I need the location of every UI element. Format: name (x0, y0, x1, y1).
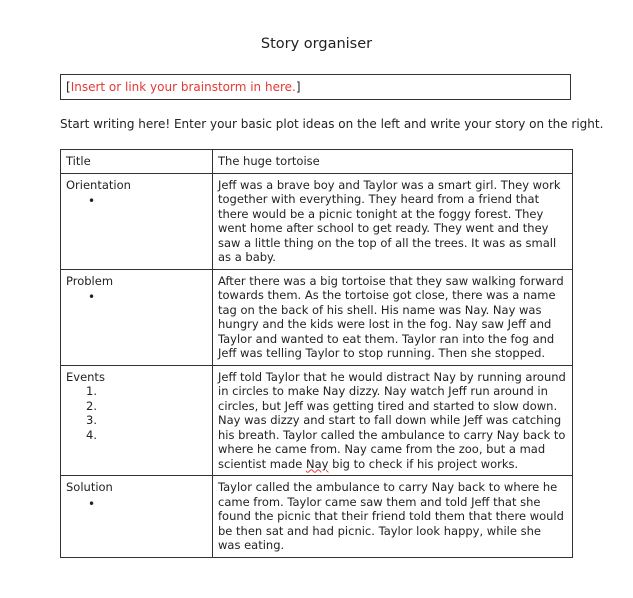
numbered-item[interactable]: 2. (86, 398, 97, 413)
brainstorm-box[interactable] (60, 74, 571, 100)
story-organiser-table (60, 149, 573, 558)
table-row-solution (61, 476, 573, 558)
numbered-item[interactable]: 3. (86, 413, 97, 427)
bullet-item[interactable] (88, 194, 207, 209)
title-label-cell[interactable]: Title (61, 150, 213, 174)
events-story-text-end: big to check if his project works. (328, 456, 519, 471)
solution-label-cell[interactable] (61, 476, 213, 558)
solution-bullet-list (66, 497, 207, 512)
orientation-story-cell[interactable]: Jeff was a brave boy and Taylor was a smart girl. They work together with everything. They heard from a friend that there would be a picnic tonight at the foggy forest. They went home after school to get ready. They went and they saw a little thing on the top of all the trees. It was as small as a baby. (213, 173, 573, 269)
orientation-label: Orientation (66, 177, 131, 192)
brainstorm-link[interactable]: Insert or link your brainstorm in here. (70, 80, 296, 94)
document-title: Story organiser (260, 36, 373, 52)
title-story-cell[interactable]: The huge tortoise (213, 150, 573, 174)
numbered-item[interactable]: 1. (86, 384, 97, 398)
problem-label-cell[interactable] (61, 269, 213, 365)
problem-story-cell[interactable]: After there was a big tortoise that they saw walking forward towards them. As the tortoise got close, there was a name tag on the back of his shell. His name was Nay. Nay was hungry and the kids were lost in the fog. Nay saw Jeff and Taylor and wanted to eat them. Taylor ran into the fog and Jeff was telling Taylor to stop running. Then she stopped. (213, 269, 573, 365)
brainstorm-close-bracket: ] (295, 80, 301, 94)
events-story-cell[interactable] (213, 365, 573, 476)
orientation-label-cell[interactable] (61, 173, 213, 269)
bullet-item[interactable] (88, 497, 207, 512)
brainstorm-open-bracket: [ (66, 80, 71, 94)
solution-story-cell[interactable]: Taylor called the ambulance to carry Nay back to where he came from. Taylor came saw them and told Jeff that she found the picnic that their friend told them that there would be then sat and had picnic. Taylor look happy, while she was eating. (213, 476, 573, 558)
events-label-cell[interactable] (61, 365, 213, 476)
table-row-problem (61, 269, 573, 365)
solution-label: Solution (66, 480, 113, 494)
events-numbered-list (66, 384, 207, 442)
events-story-text: Jeff told Taylor that he would distract Nay by running around in circles to make Nay dizzy. Nay watch Jeff run around in circles, but Jeff was getting tired and started to slow down. Nay was dizzy and start to fall down while Jeff was catching his breath. Taylor called the ambulance to carry Nay back to where he came from. Nay came from the zoo, but a mad scientist made (218, 369, 566, 471)
problem-label: Problem (66, 273, 114, 288)
events-label: Events (66, 369, 105, 384)
numbered-item[interactable]: 4. (86, 427, 97, 442)
instructions-text: Start writing here! Enter your basic plot ideas on the left and write your story on the right. (60, 117, 604, 131)
problem-bullet-list (66, 290, 207, 305)
table-row-title (61, 150, 573, 174)
bullet-item[interactable] (88, 290, 207, 305)
misspelled-word[interactable]: Nay (306, 456, 329, 471)
table-row-events (61, 365, 573, 476)
orientation-bullet-list (66, 194, 207, 209)
table-row-orientation (61, 173, 573, 269)
